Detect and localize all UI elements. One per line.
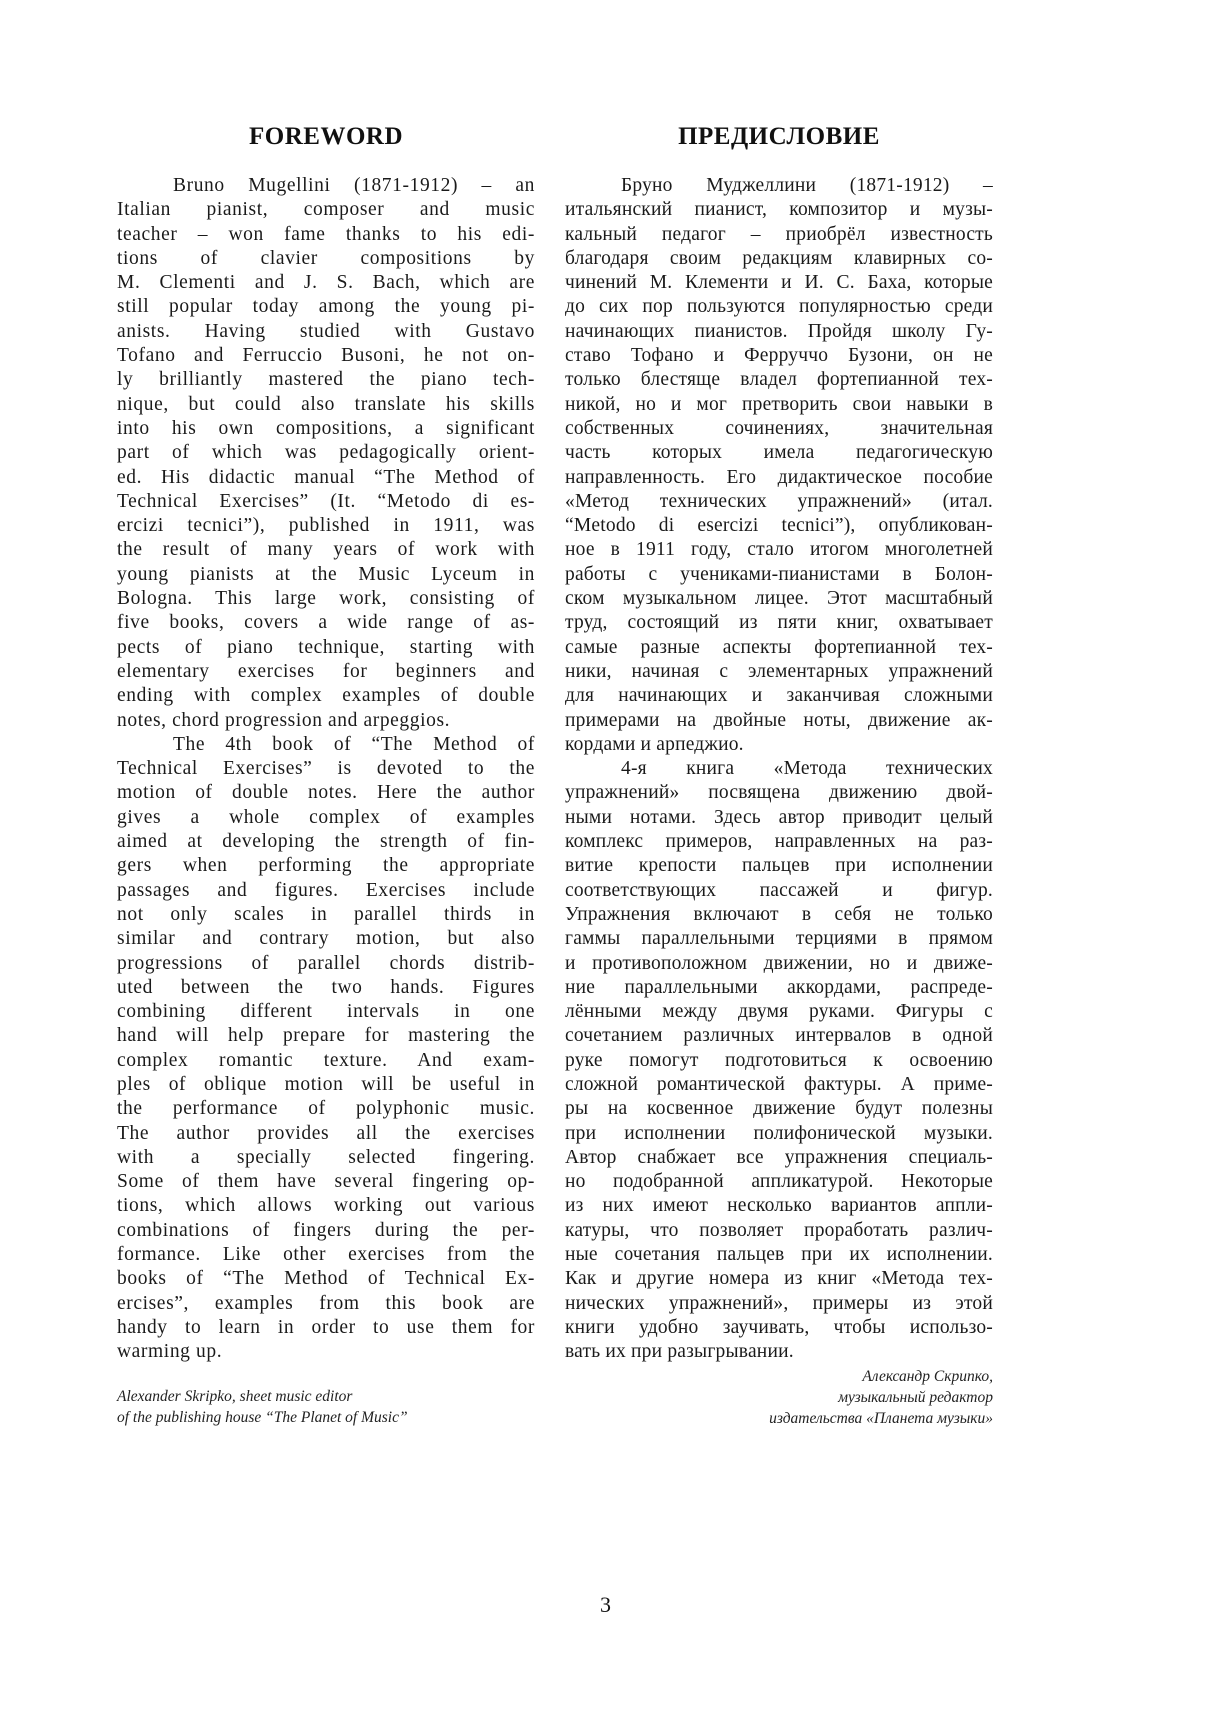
text-line: катуры, что позволяет проработать различ- bbox=[565, 1219, 993, 1241]
text-line: tions, which allows working out various bbox=[117, 1195, 535, 1217]
text-line: благодаря своим редакциям клавирных со- bbox=[565, 247, 993, 269]
text-line: 4-я книга «Метода технических bbox=[621, 758, 993, 780]
text-line: still popular today among the young pi- bbox=[117, 296, 535, 318]
text-line: gers when performing the appropriate bbox=[117, 855, 535, 877]
text-line: the performance of polyphonic music. bbox=[117, 1098, 535, 1120]
text-line: pects of piano technique, starting with bbox=[117, 636, 535, 658]
text-line: «Метод технических упражнений» (итал. bbox=[565, 490, 993, 512]
text-line: ending with complex examples of double bbox=[117, 685, 535, 707]
page-number: 3 bbox=[600, 1592, 611, 1617]
text-line: собственных сочинениях, значительная bbox=[565, 417, 993, 439]
text-line: ples of oblique motion will be useful in bbox=[117, 1073, 535, 1095]
text-line: для начинающих и заканчивая сложными bbox=[565, 685, 993, 707]
text-line: только блестяще владел фортепианной тех- bbox=[565, 369, 993, 391]
russian-body bbox=[565, 174, 993, 1365]
text-line: Technical Exercises” (It. “Metodo di es- bbox=[117, 490, 535, 512]
text-line: motion of double notes. Here the author bbox=[117, 782, 535, 804]
text-line: вать их при разыгрывании. bbox=[565, 1341, 794, 1363]
text-line: nique, but could also translate his skills bbox=[117, 393, 535, 415]
text-line: books of “The Method of Technical Ex- bbox=[117, 1268, 535, 1290]
text-line: итальянский пианист, композитор и музы- bbox=[565, 199, 993, 221]
text-line: и противоположном движении, но и движе- bbox=[565, 952, 993, 974]
text-line: notes, chord progression and arpeggios. bbox=[117, 709, 451, 731]
text-line: при исполнении полифонической музыки. bbox=[565, 1122, 993, 1144]
text-line: young pianists at the Music Lyceum in bbox=[117, 563, 535, 585]
text-line: чинений М. Клементи и И. С. Баха, которые bbox=[565, 272, 993, 294]
text-line: progressions of parallel chords distrib- bbox=[117, 952, 535, 974]
text-line: ercises”, examples from this book are bbox=[117, 1292, 535, 1314]
text-line: Bruno Mugellini (1871-1912) – an bbox=[173, 175, 535, 196]
text-line: complex romantic texture. And exam- bbox=[117, 1049, 535, 1071]
text-line: The 4th book of “The Method of bbox=[173, 733, 535, 755]
english-signature bbox=[117, 1386, 535, 1428]
text-line: ние параллельными аккордами, распреде- bbox=[565, 976, 993, 998]
text-line: five books, covers a wide range of as- bbox=[117, 612, 535, 634]
text-line: “Metodo di esercizi tecnici”), опубликован- bbox=[565, 515, 993, 537]
text-line: not only scales in parallel thirds in bbox=[117, 903, 535, 925]
text-line: кордами и арпеджио. bbox=[565, 733, 744, 755]
text-line: упражнений» посвящена движению двой- bbox=[565, 782, 993, 804]
text-line: elementary exercises for beginners and bbox=[117, 660, 535, 682]
signature-line: of the publishing house “The Planet of Music” bbox=[117, 1409, 408, 1426]
text-line: начинающих пианистов. Пройдя школу Гу- bbox=[565, 320, 993, 342]
text-line: руке помогут подготовиться к освоению bbox=[565, 1049, 993, 1071]
text-line: ly brilliantly mastered the piano tech- bbox=[117, 369, 535, 391]
text-line: combining different intervals in one bbox=[117, 1001, 535, 1023]
signature-line: издательства «Планета музыки» bbox=[769, 1410, 993, 1427]
text-line: uted between the two hands. Figures bbox=[117, 976, 535, 998]
text-line: anists. Having studied with Gustavo bbox=[117, 320, 535, 342]
text-line: ставо Тофано и Ферруччо Бузони, он не bbox=[565, 345, 993, 367]
text-line: ском музыкальном лицее. Этот масштабный bbox=[565, 588, 993, 610]
text-line: tions of clavier compositions by bbox=[117, 247, 535, 269]
text-line: Bologna. This large work, consisting of bbox=[117, 588, 535, 610]
text-line: примерами на двойные ноты, движение ак- bbox=[565, 709, 993, 731]
text-line: Бруно Муджеллини (1871-1912) – bbox=[621, 175, 993, 196]
text-line: Technical Exercises” is devoted to the bbox=[117, 758, 535, 780]
text-line: ники, начиная с элементарных упражнений bbox=[565, 660, 993, 682]
text-line: гаммы параллельными терциями в прямом bbox=[565, 928, 993, 950]
text-line: витие крепости пальцев при исполнении bbox=[565, 855, 993, 877]
text-line: into his own compositions, a significant bbox=[117, 417, 535, 439]
text-line: никой, но и мог претворить свои навыки в bbox=[565, 393, 993, 415]
text-line: сложной романтической фактуры. А приме- bbox=[565, 1073, 993, 1095]
text-line: ры на косвенное движение будут полезны bbox=[565, 1098, 993, 1120]
english-body bbox=[117, 174, 535, 1365]
signature-line: музыкальный редактор bbox=[838, 1389, 993, 1406]
text-line: part of which was pedagogically orient- bbox=[117, 442, 535, 464]
text-line: Упражнения включают в себя не только bbox=[565, 903, 993, 925]
text-line: соответствующих пассажей и фигур. bbox=[565, 879, 993, 901]
text-line: Автор снабжает все упражнения специаль- bbox=[565, 1146, 993, 1168]
text-line: hand will help prepare for mastering the bbox=[117, 1025, 535, 1047]
text-line: работы с учениками-пианистами в Болон- bbox=[565, 563, 993, 585]
signature-line: Александр Скрипко, bbox=[862, 1368, 993, 1385]
text-line: часть которых имела педагогическую bbox=[565, 442, 993, 464]
text-line: warming up. bbox=[117, 1341, 223, 1363]
text-line: комплекс примеров, направленных на раз- bbox=[565, 831, 993, 853]
text-line: ными нотами. Здесь автор приводит целый bbox=[565, 806, 993, 828]
text-line: combinations of fingers during the per- bbox=[117, 1219, 535, 1241]
text-line: M. Clementi and J. S. Bach, which are bbox=[117, 272, 535, 294]
text-line: The author provides all the exercises bbox=[117, 1122, 535, 1144]
text-line: сочетанием различных интервалов в одной bbox=[565, 1025, 993, 1047]
text-line: Как и другие номера из книг «Метода тех- bbox=[565, 1268, 993, 1290]
text-line: gives a whole complex of examples bbox=[117, 806, 535, 828]
text-line: нических упражнений», примеры из этой bbox=[565, 1292, 993, 1314]
text-line: Some of them have several fingering op- bbox=[117, 1171, 535, 1193]
text-line: with a specially selected fingering. bbox=[117, 1146, 535, 1168]
text-line: книги удобно заучивать, чтобы использо- bbox=[565, 1316, 993, 1338]
russian-signature bbox=[565, 1366, 993, 1429]
text-line: formance. Like other exercises from the bbox=[117, 1244, 535, 1266]
text-line: лёнными между двумя руками. Фигуры с bbox=[565, 1001, 993, 1023]
english-title: FOREWORD bbox=[249, 123, 403, 150]
text-line: направленность. Его дидактическое пособие bbox=[565, 466, 993, 488]
text-line: кальный педагог – приобрёл известность bbox=[565, 223, 993, 245]
text-line: ные сочетания пальцев при их исполнении. bbox=[565, 1244, 993, 1266]
text-line: из них имеют несколько вариантов аппли- bbox=[565, 1195, 993, 1217]
text-line: Tofano and Ferruccio Busoni, he not on- bbox=[117, 345, 535, 367]
signature-line: Alexander Skripko, sheet music editor bbox=[117, 1388, 353, 1405]
text-line: труд, состоящий из пяти книг, охватывает bbox=[565, 612, 993, 634]
text-line: aimed at developing the strength of fin- bbox=[117, 831, 535, 853]
text-line: passages and figures. Exercises include bbox=[117, 879, 535, 901]
text-line: similar and contrary motion, but also bbox=[117, 928, 535, 950]
text-line: самые разные аспекты фортепианной тех- bbox=[565, 636, 993, 658]
text-line: ное в 1911 году, стало итогом многолетней bbox=[565, 539, 993, 561]
text-line: handy to learn in order to use them for bbox=[117, 1316, 535, 1338]
text-line: до сих пор пользуются популярностью среди bbox=[565, 296, 993, 318]
text-line: teacher – won fame thanks to his edi- bbox=[117, 223, 535, 245]
text-line: Italian pianist, composer and music bbox=[117, 199, 535, 221]
russian-title: ПРЕДИСЛОВИЕ bbox=[678, 123, 880, 150]
text-line: но подобранной аппликатурой. Некоторые bbox=[565, 1171, 993, 1193]
text-line: ercizi tecnici”), published in 1911, was bbox=[117, 515, 535, 537]
text-line: ed. His didactic manual “The Method of bbox=[117, 466, 535, 488]
text-line: the result of many years of work with bbox=[117, 539, 535, 561]
